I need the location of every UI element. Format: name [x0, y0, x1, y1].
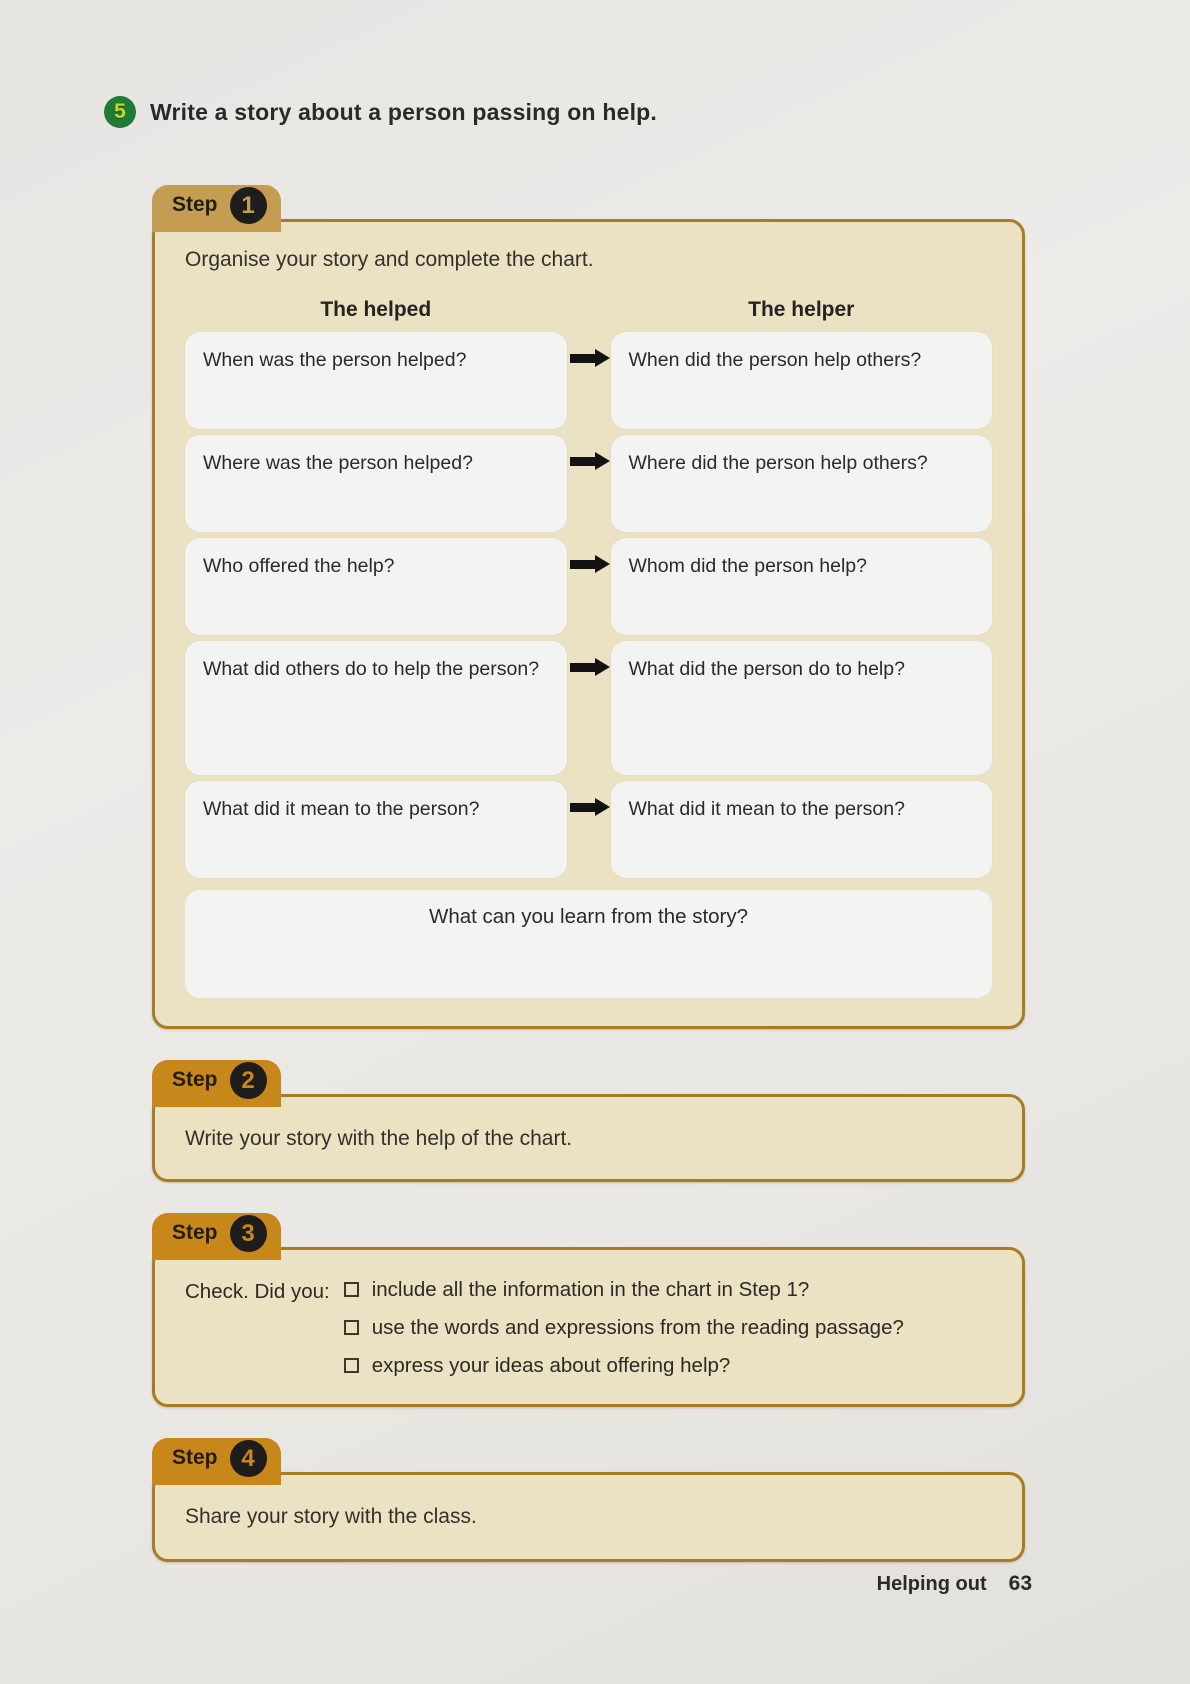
check-item-text: use the words and expressions from the reading passage? — [371, 1316, 904, 1339]
arrow-right-icon — [570, 663, 596, 672]
step2-tab — [152, 1060, 281, 1107]
step2-number-badge: 2 — [230, 1062, 267, 1099]
arrow-cell — [567, 332, 611, 429]
arrow-cell — [567, 538, 611, 635]
step3-number-badge: 3 — [230, 1215, 267, 1252]
task-title: Write a story about a person passing on help. — [150, 98, 657, 125]
chart-summary-box: What can you learn from the story? — [185, 890, 992, 998]
question-box-left: When was the person helped? — [185, 332, 567, 429]
question-box-left: Where was the person helped? — [185, 435, 567, 532]
chart-row-meaning — [185, 781, 992, 878]
step4-block — [152, 1425, 1025, 1562]
arrow-right-icon — [570, 457, 596, 466]
chart-header-helper: The helper — [748, 298, 855, 321]
step2-instruction: Write your story with the help of the chart. — [185, 1127, 573, 1150]
question-box-right: Whom did the person help? — [611, 538, 993, 635]
checkbox-icon — [344, 1282, 359, 1297]
question-box-right: Where did the person help others? — [611, 435, 993, 532]
chart-row-who — [185, 538, 992, 635]
checkbox-icon — [344, 1320, 359, 1335]
arrow-cell — [567, 435, 611, 532]
chart-row-where — [185, 435, 992, 532]
step4-instruction: Share your story with the class. — [185, 1505, 477, 1528]
check-item — [344, 1354, 904, 1378]
check-item-text: express your ideas about offering help? — [371, 1354, 731, 1377]
footer-page-number: 63 — [1008, 1572, 1032, 1595]
step4-box — [152, 1472, 1025, 1562]
step1-tab — [152, 185, 281, 232]
check-lead: Check. Did you: — [185, 1280, 330, 1303]
step3-label: Step — [172, 1220, 218, 1244]
checkbox-icon — [344, 1358, 359, 1373]
chart-header-helped: The helped — [320, 298, 432, 321]
step3-tab — [152, 1213, 281, 1260]
step4-label: Step — [172, 1445, 218, 1469]
step3-box — [152, 1247, 1025, 1407]
step1-box — [152, 219, 1025, 1029]
check-item-text: include all the information in the chart in Step 1? — [371, 1278, 810, 1301]
check-list — [344, 1278, 904, 1378]
check-item — [344, 1316, 904, 1340]
question-box-left: Who offered the help? — [185, 538, 567, 635]
page-footer — [877, 1572, 1032, 1596]
step1-number-badge: 1 — [230, 187, 267, 224]
step2-label: Step — [172, 1067, 218, 1091]
step1-instruction: Organise your story and complete the chart. — [185, 248, 594, 271]
question-box-right: What did the person do to help? — [611, 641, 993, 775]
arrow-right-icon — [570, 354, 596, 363]
arrow-cell — [567, 781, 611, 878]
step1-label: Step — [172, 192, 218, 216]
question-box-right: When did the person help others? — [611, 332, 993, 429]
step4-number-badge: 4 — [230, 1440, 267, 1477]
step3-block — [152, 1200, 1025, 1407]
task-number-badge: 5 — [104, 96, 136, 128]
footer-chapter-title: Helping out — [876, 1573, 987, 1595]
arrow-right-icon — [570, 803, 596, 812]
question-box-left: What did others do to help the person? — [185, 641, 567, 775]
step2-box — [152, 1094, 1025, 1182]
chart-headers — [185, 298, 992, 322]
step4-tab — [152, 1438, 281, 1485]
question-box-left: What did it mean to the person? — [185, 781, 567, 878]
check-item — [344, 1278, 904, 1302]
chart-row-when — [185, 332, 992, 429]
question-box-right: What did it mean to the person? — [611, 781, 993, 878]
check-row — [185, 1278, 992, 1378]
chart-row-what-did — [185, 641, 992, 775]
arrow-cell — [567, 641, 611, 775]
step2-block — [152, 1047, 1025, 1182]
arrow-right-icon — [570, 560, 596, 569]
step1-block — [152, 172, 1025, 1029]
task-title-row — [104, 0, 1110, 128]
